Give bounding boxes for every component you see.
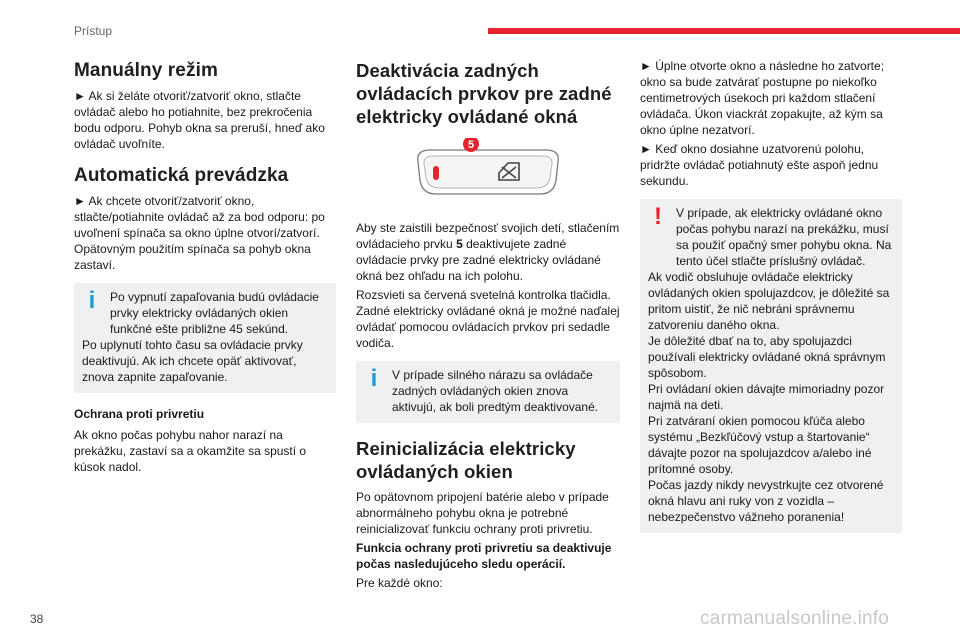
- column-3: [640, 58, 902, 543]
- step-open-close: ► Úplne otvorte okno a následne ho zatvorte; okno sa bude zatvárať postupne po niekoľko centimetrových úsekoch pri každom stlačení ovládača. Úkon viackrát zopakujte, až kým sa okno úplne nezatvorí.: [640, 59, 885, 137]
- warning-text-2: Ak vodič obsluhuje ovládače elektricky ovládaných okien spolujazdcov, je dôležité sa pritom uistiť, že nič nebráni správnemu zatvoreniu daného okna.: [648, 270, 890, 332]
- page-number: 38: [30, 612, 44, 626]
- paragraph-reinitialization: Po opätovnom pripojení batérie alebo v prípade abnormálneho pohybu okna je potrebné reinicializovať funkciu ochrany proti privretiu.: [356, 490, 609, 536]
- note-text-b: Po uplynutí tohto času sa ovládacie prvky deaktivujú. Ak ich chcete opäť aktivovať, znova zapnite zapaľovanie.: [82, 338, 303, 384]
- paragraph-warning-light: Rozsvieti sa červená svetelná kontrolka tlačidla. Zadné elektricky ovládané okná je možné naďalej ovládať pomocou ovládacích prvkov pri sedadle vodiča.: [356, 288, 620, 350]
- paragraph-automatic-mode: ► Ak chcete otvoriť/zatvoriť okno, stlačte/potiahnite ovládač až za bod odporu: po uvoľnení spínača sa okno úplne otvorí/zatvorí. Opätovným použitím spínača sa pohyb okna zastaví.: [74, 194, 325, 272]
- deact-text-a: Aby ste zaistili bezpečnosť svojich detí, stlačením ovládacieho prvku: [356, 221, 620, 251]
- warning-text-1: V prípade, ak elektricky ovládané okno počas pohybu narazí na prekážku, musí sa použiť opačný smer pohybu okna. Na tento účel stlačte príslušný ovládač.: [676, 206, 892, 268]
- warning-icon: !: [654, 203, 662, 230]
- section-label: Prístup: [74, 24, 113, 38]
- info-note: [356, 361, 620, 423]
- warning-text-5: Pri zatváraní okien pomocou kľúča alebo systému „Bezkľúčový vstup a štartovanie“ dávajte pozor na spolujazdcov a/alebo iné prítomné osoby.: [648, 414, 872, 476]
- heading-anti-pinch: Ochrana proti privretiu: [74, 407, 205, 421]
- warning-text-4: Pri ovládaní okien dávajte mimoriadny pozor najmä na deti.: [648, 382, 885, 412]
- info-icon: i: [88, 287, 96, 314]
- info-icon: i: [370, 365, 378, 392]
- watermark: carmanualsonline.info: [700, 608, 890, 629]
- step-hold: ► Keď okno dosiahne uzatvorenú polohu, pridržte ovládač potiahnutý ešte aspoň jednu sekundu.: [640, 142, 879, 188]
- deact-text-b: deaktivujete zadné ovládacie prvky pre zadné elektricky ovládané okná bez ohľadu na ich polohu.: [356, 237, 601, 283]
- window-lock-icon: [356, 138, 626, 208]
- warning-text-6: Počas jazdy nikdy nevystrkujte cez otvorené okná hlavu ani ruky von z vozidla – nebezpečenstvo vážneho poranenia!: [648, 478, 884, 524]
- child-lock-switch-illustration: [356, 138, 626, 208]
- paragraph-anti-pinch: Ak okno počas pohybu nahor narazí na prekážku, zastaví sa a okamžite sa spustí o kúsok nadol.: [74, 428, 307, 474]
- deact-switch-number: 5: [456, 237, 463, 251]
- heading-automatic-mode: Automatická prevádzka: [74, 165, 289, 186]
- callout-number: 5: [467, 139, 475, 151]
- paragraph-reinit-bold: Funkcia ochrany proti privretiu sa deaktivuje počas nasledujúceho sledu operácií.: [356, 541, 612, 571]
- column-1: [74, 52, 336, 478]
- paragraph-manual-mode: ► Ak si želáte otvoriť/zatvoriť okno, stlačte ovládač alebo ho potiahnite, bez prekročenia bodu odporu. Pohyb okna sa preruší, hneď ako ovládač uvoľníte.: [74, 89, 325, 151]
- warning-note: [640, 199, 902, 533]
- warning-text-3: Je dôležité dbať na to, aby spolujazdci používali elektricky ovládané okná správnym spôsobom.: [648, 334, 886, 380]
- paragraph-each-window: Pre každé okno:: [356, 576, 443, 590]
- warning-led: [433, 166, 439, 180]
- heading-manual-mode: Manuálny režim: [74, 60, 218, 81]
- info-note: [74, 283, 336, 393]
- column-2: [356, 52, 620, 594]
- note-text: V prípade silného nárazu sa ovládače zadných ovládaných okien znova aktivujú, ak boli predtým deaktivované.: [392, 368, 599, 414]
- paragraph-deactivation: [356, 220, 620, 284]
- heading-deactivation: Deaktivácia zadných ovládacích prvkov pre zadné elektricky ovládané okná: [356, 60, 612, 127]
- heading-reinitialization: Reinicializácia elektricky ovládaných okien: [356, 438, 576, 482]
- note-text-a: Po vypnutí zapaľovania budú ovládacie prvky elektricky ovládaných okien funkčné ešte približne 45 sekúnd.: [110, 290, 319, 336]
- header-accent-bar: [488, 28, 960, 34]
